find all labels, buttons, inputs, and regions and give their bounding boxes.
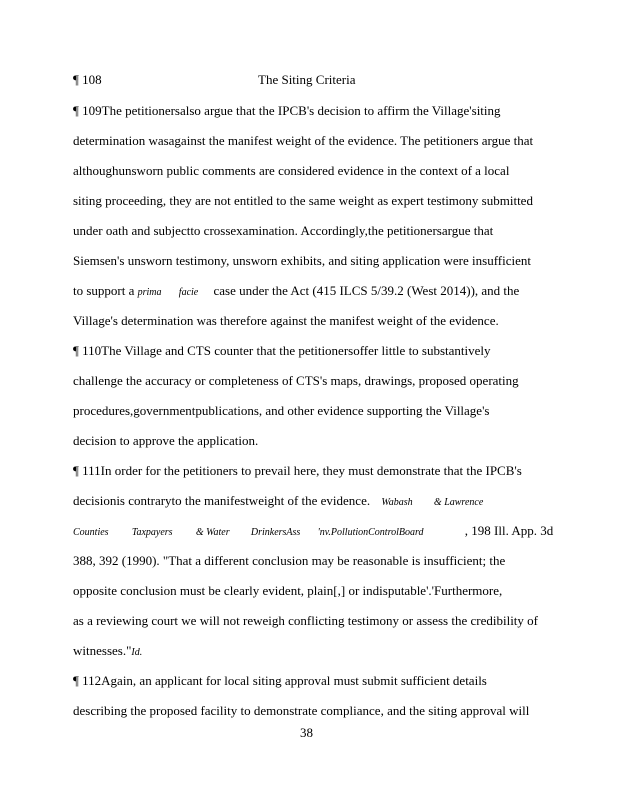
text-span: case under the Act (415 ILCS 5/39.2 (West 2014)), and the (213, 283, 520, 298)
text-line: ¶ 109The petitionersalso argue that the IPCB's decision to affirm the Village'siting (73, 103, 501, 118)
text-line: opposite conclusion must be clearly evident, plain[,] or indisputable'.'Furthermore, (73, 583, 503, 598)
text-line: Village's determination was therefore against the manifest weight of the evidence. (73, 313, 499, 328)
case-name: & Lawrence (433, 497, 484, 508)
text-line: siting proceeding, they are not entitled to the same weight as expert testimony submitted (73, 193, 533, 208)
case-name: Wabash (381, 497, 413, 508)
text-line: decision to approve the application. (73, 433, 259, 448)
text-line: Siemsen's unsworn testimony, unsworn exhibits, and siting application were insufficient (73, 253, 532, 268)
text-span: , 198 Ill. App. 3d (464, 523, 554, 538)
section-heading: The Siting Criteria (258, 72, 356, 87)
case-name: 'nv.PollutionControlBoard (317, 527, 424, 538)
case-name: Counties (73, 527, 109, 538)
text-line: 388, 392 (1990). "That a different conclusion may be reasonable is insufficient; the (73, 553, 506, 568)
case-name: & Water (195, 527, 230, 538)
text-line (73, 523, 613, 541)
text-line (73, 643, 613, 661)
text-line: ¶ 111In order for the petitioners to prevail here, they must demonstrate that the IPCB's (73, 463, 522, 478)
text-line (73, 493, 613, 511)
text-line: ¶ 110The Village and CTS counter that the petitionersoffer little to substantively (73, 343, 491, 358)
text-line (73, 283, 613, 301)
paragraph-number: ¶ 108 (73, 72, 102, 87)
italic-term: prima (137, 287, 162, 298)
case-name: Taxpayers (131, 527, 173, 538)
text-span: decisionis contraryto the manifestweight of the evidence. (73, 493, 371, 508)
text-line: under oath and subjectto crossexamination. Accordingly,the petitionersargue that (73, 223, 494, 238)
text-line: as a reviewing court we will not reweigh conflicting testimony or assess the credibility of (73, 613, 538, 628)
italic-term: facie (178, 287, 199, 298)
text-line: ¶ 112Again, an applicant for local siting approval must submit sufficient details (73, 673, 487, 688)
text-line: determination wasagainst the manifest weight of the evidence. The petitioners argue that (73, 133, 534, 148)
citation-id: Id. (131, 647, 143, 658)
text-line: challenge the accuracy or completeness of CTS's maps, drawings, proposed operating (73, 373, 519, 388)
text-span: witnesses." (73, 643, 132, 658)
text-span: to support a (73, 283, 135, 298)
case-name: DrinkersAss (250, 527, 301, 538)
text-line: describing the proposed facility to demonstrate compliance, and the siting approval will (73, 703, 530, 718)
page-number: 38 (300, 725, 313, 740)
text-line: procedures,governmentpublications, and other evidence supporting the Village's (73, 403, 490, 418)
text-line: althoughunsworn public comments are considered evidence in the context of a local (73, 163, 510, 178)
